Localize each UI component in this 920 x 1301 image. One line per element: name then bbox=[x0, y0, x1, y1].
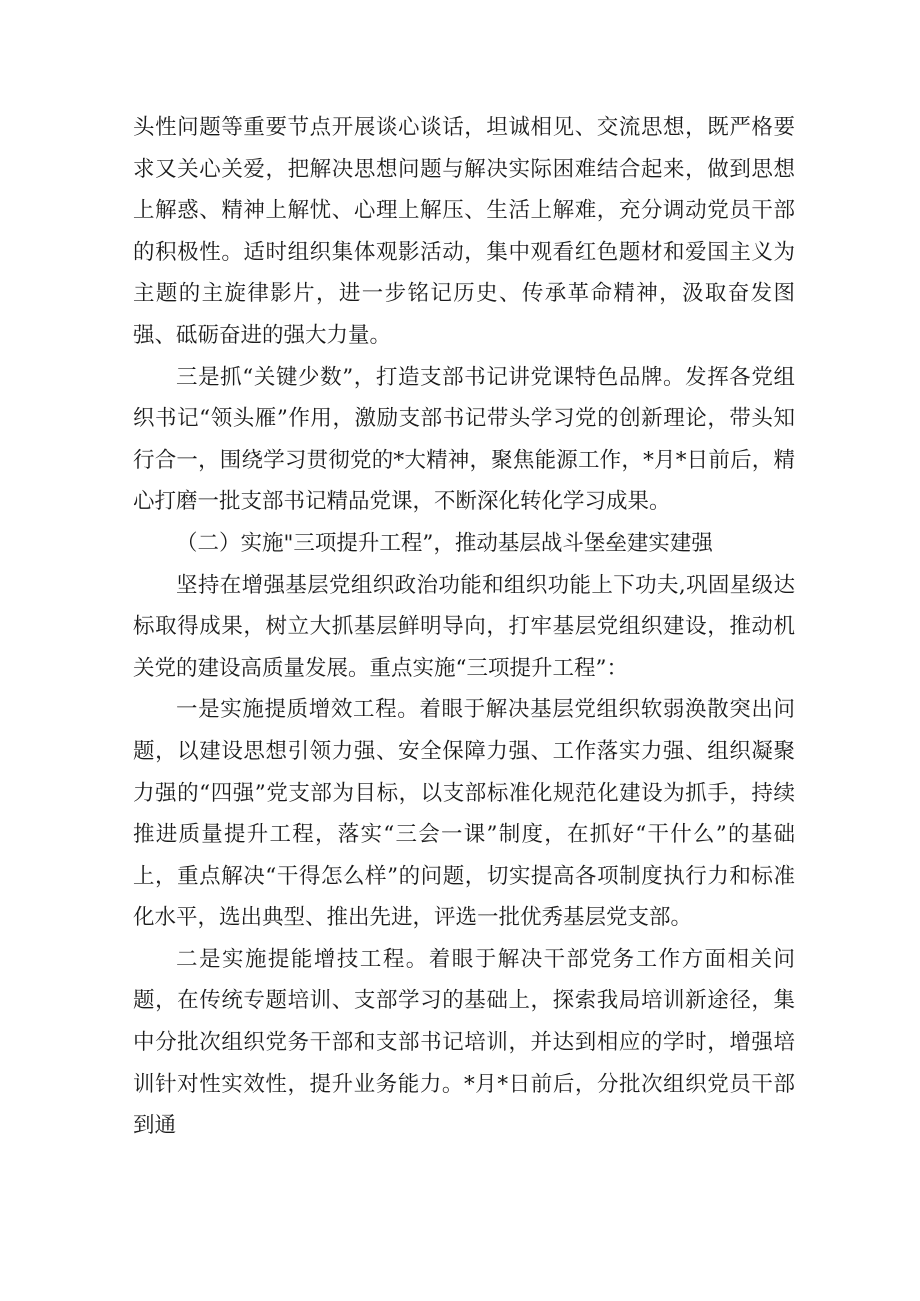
paragraph-capability-skills-project: 二是实施提能增技工程。着眼于解决干部党务工作方面相关问题，在传统专题培训、支部学习的基础上，探索我局培训新途径，集中分批次组织党务干部和支部书记培训，并达到相应的学时，增强培训针对性实效性，提升业务能力。*月*日前后，分批次组织党员干部到通 bbox=[133, 946, 795, 1139]
section-heading-three-upgrade-projects: （二）实施"三项提升工程”，推动基层战斗堡垒建实建强 bbox=[176, 530, 713, 556]
paragraph-strengthen-grassroots: 坚持在增强基层党组织政治功能和组织功能上下功夫,巩固星级达标取得成果，树立大抓基层鲜明导向，打牢基层党组织建设，推动机关党的建设高质量发展。重点实施“三项提升工程”： bbox=[133, 572, 795, 681]
paragraph-quality-efficiency-project: 一是实施提质增效工程。着眼于解决基层党组织软弱涣散突出问题，以建设思想引领力强、安全保障力强、工作落实力强、组织凝聚力强的“四强”党支部为目标，以支部标准化规范化建设为抓手，持续推进质量提升工程，落实“三会一课”制度，在抓好“干什么”的基础上，重点解决“干得怎么样”的问题，切实提高各项制度执行力和标准化水平，选出典型、推出先进，评选一批优秀基层党支部。 bbox=[133, 697, 795, 931]
paragraph-key-minority: 三是抓“关键少数”，打造支部书记讲党课特色品牌。发挥各党组织书记“领头雁”作用，激励支部书记带头学习党的创新理论，带头知行合一，围绕学习贯彻党的*大精神，聚焦能源工作，*月*日前后，精心打磨一批支部书记精品党课，不断深化转化学习成果。 bbox=[133, 364, 795, 515]
paragraph-continued-heart-to-heart-talks: 头性问题等重要节点开展谈心谈话，坦诚相见、交流思想，既严格要求又关心关爱，把解决思想问题与解决实际困难结合起来，做到思想上解惑、精神上解忧、心理上解压、生活上解难，充分调动党员干部的积极性。适时组织集体观影活动，集中观看红色题材和爱国主义为主题的主旋律影片，进一步铭记历史、传承革命精神，汲取奋发图强、砥砺奋进的强大力量。 bbox=[133, 115, 795, 348]
document-body bbox=[133, 107, 795, 1147]
